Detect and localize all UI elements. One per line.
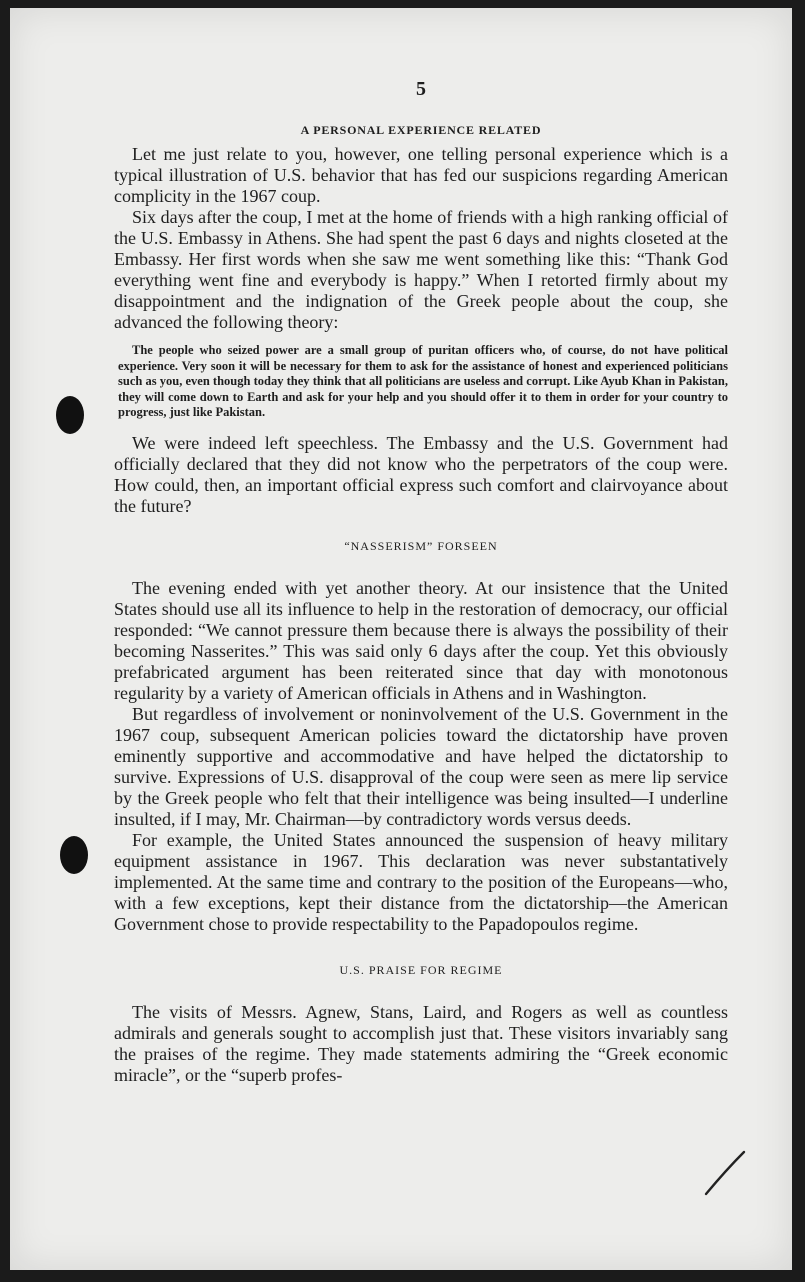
punch-hole	[56, 396, 84, 434]
section-heading-personal-experience: A PERSONAL EXPERIENCE RELATED	[300, 123, 542, 137]
block-quote: The people who seized power are a small group of puritan officers who, of course, do not have political experience. Very soon it will be necessary for them to ask for the assistance of honest and experienced politicians such as you, even though today they think that all politicians are useless and corrupt. Like Ayub Khan in Pakistan, they will come down to Earth and ask for your help and you should offer it to them in order for your country to progress, just like Pakistan.	[118, 343, 728, 419]
paragraph: Let me just relate to you, however, one telling personal experience which is a typical illustration of U.S. behavior that has fed our suspicions regarding American complicity in the 1967 coup.	[114, 144, 728, 206]
section-heading-nasserism: “NASSERISM” FORSEEN	[344, 538, 498, 553]
paragraph: The visits of Messrs. Agnew, Stans, Laird, and Rogers as well as countless admirals and generals sought to accomplish just that. These visitors invariably sang the praises of the regime. They made statements admiring the “Greek economic miracle”, or the “superb profes-	[114, 1001, 728, 1085]
page-number: 5	[416, 78, 426, 100]
section-heading-us-praise: U.S. PRAISE FOR REGIME	[339, 962, 503, 977]
document-page	[10, 8, 792, 1270]
paragraph: For example, the United States announced the suspension of heavy military equipment assistance in 1967. This declaration was never substantatively implemented. At the same time and contrary to the position of the Europeans—who, with a few exceptions, kept their distance from the dictatorship—the American Government chose to provide respectability to the Papadopoulos regime.	[114, 829, 728, 934]
pen-mark-icon	[702, 1148, 748, 1198]
punch-hole	[60, 836, 88, 874]
paragraph: Six days after the coup, I met at the home of friends with a high ranking official of the U.S. Embassy in Athens. She had spent the past 6 days and nights closeted at the Embassy. Her first words when she saw me went something like this: “Thank God everything went fine and everybody is happy.” When I retorted firmly about my disappointment and the indignation of the Greek people about the coup, she advanced the following theory:	[114, 207, 728, 332]
paragraph: But regardless of involvement or noninvolvement of the U.S. Government in the 1967 coup, subsequent American policies toward the dictatorship have proven eminently supportive and accommodative and have helped the dictatorship to survive. Expressions of U.S. disapproval of the coup were seen as mere lip service by the Greek people who felt that their intelligence was being insulted—I underline insulted, if I may, Mr. Chairman—by contradictory words versus deeds.	[114, 703, 728, 829]
paragraph: The evening ended with yet another theory. At our insistence that the United States should use all its influence to help in the restoration of democracy, our official responded: “We cannot pressure them because there is always the possibility of their becoming Nasserites.” This was said only 6 days after the coup. Yet this obviously prefabricated argument has been reiterated since that day with monotonous regularity by a variety of American officials in Athens and in Washington.	[114, 577, 728, 703]
paragraph: We were indeed left speechless. The Embassy and the U.S. Government had officially declared that they did not know who the perpetrators of the coup were. How could, then, an important official express such comfort and clairvoyance about the future?	[114, 432, 728, 516]
page-content	[114, 78, 728, 1086]
